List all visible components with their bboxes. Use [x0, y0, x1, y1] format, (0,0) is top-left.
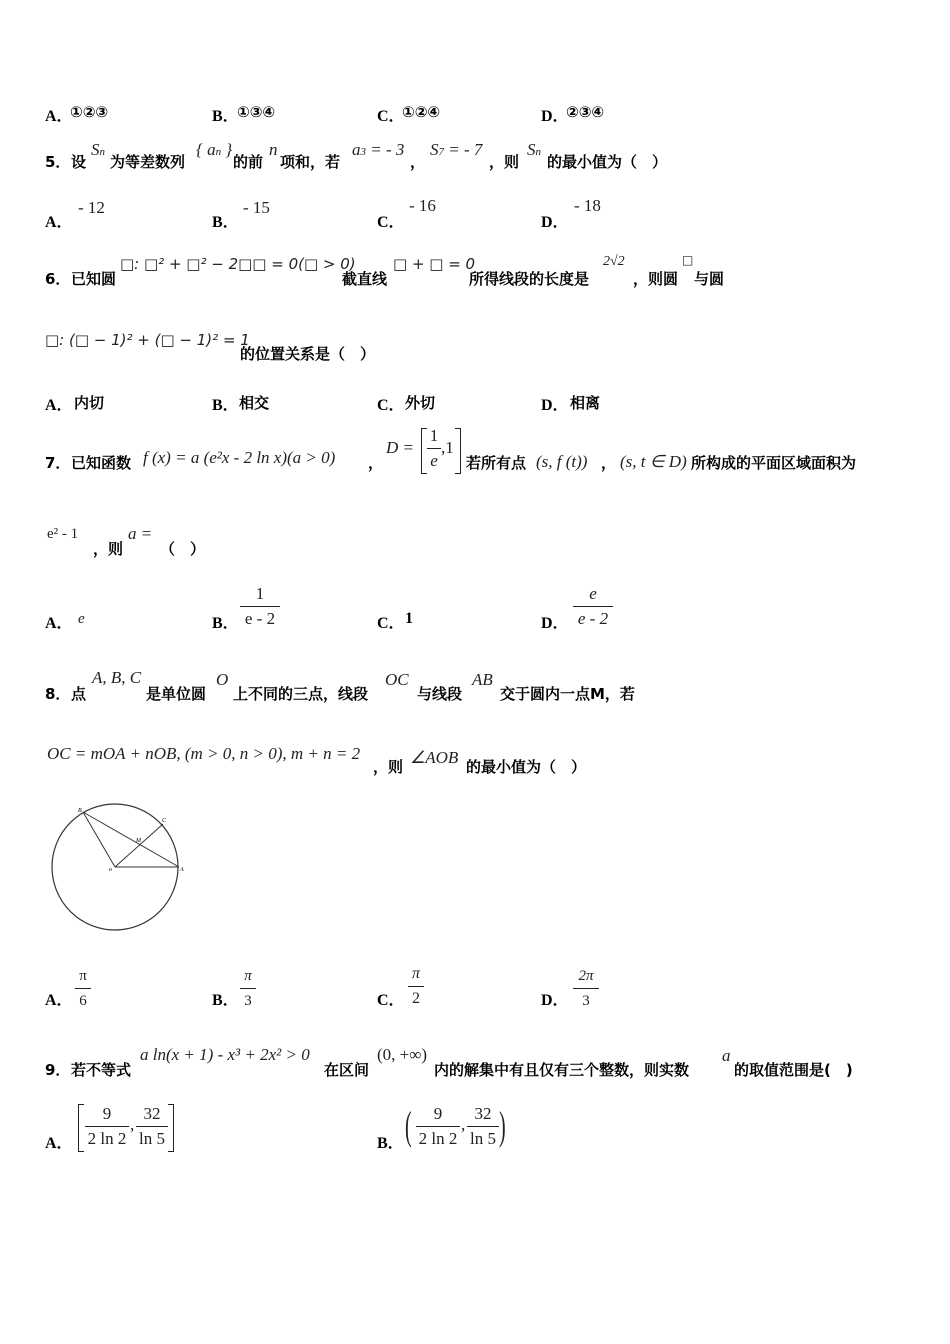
q7-text-6: ，则 [93, 540, 124, 558]
q8-ab: AB [472, 670, 493, 689]
q5-text-3: 的前 [233, 153, 264, 171]
q7-text-4: ， [601, 454, 617, 472]
q8-figure [45, 793, 220, 933]
q8-option-a-label: A． [45, 992, 73, 1009]
q8-o: O [216, 670, 229, 689]
q9-text-2: 在区间 [324, 1061, 370, 1079]
q6-text-3: 所得线段的长度是 [469, 270, 590, 288]
q4-option-c: ①②④ [402, 103, 441, 121]
q9-math-a: a [722, 1046, 731, 1065]
q9-option-a-bracket-right [168, 1104, 174, 1152]
q5-option-a-label: A． [45, 214, 73, 231]
q9-text-3: 内的解集中有且仅有三个整数，则实数 [434, 1061, 690, 1079]
q6-option-c-label: C． [377, 397, 405, 414]
q5-number: 5． [45, 153, 71, 171]
q8-option-b-label: B． [212, 992, 239, 1009]
q7-text-3: 若所有点 [466, 454, 527, 472]
q6-text-5: 与圆 [694, 270, 725, 288]
q9-text-1: 若不等式 [71, 1061, 132, 1079]
q6-circle-label: □ [682, 253, 694, 267]
q9-option-b-fraction-2: 32 ln 5 [467, 1103, 499, 1150]
q5-option-a: - 12 [78, 198, 105, 217]
q5-text-1: 设 [71, 153, 87, 171]
q9-inequality: a ln(x + 1) - x³ + 2x² > 0 [140, 1045, 310, 1064]
label-c: C [162, 818, 167, 824]
q7-function: f (x) = a (e²x - 2 ln x)(a > 0) [143, 448, 336, 467]
q5-option-b-label: B． [212, 214, 239, 231]
q7-text-5: 所构成的平面区域面积为 [691, 454, 857, 472]
q5-option-d-label: D． [541, 214, 569, 231]
q6-circle-n: □: (□ − 1)² + (□ − 1)² = 1 [45, 331, 250, 349]
q7-option-b-fraction: 1 e - 2 [240, 583, 280, 630]
q6-length: 2√2 [603, 254, 625, 269]
q8-text-3: 上不同的三点，线段 [233, 685, 369, 703]
q5-math-sn-2: Sn [527, 140, 541, 159]
q7-math-a: a = [128, 524, 153, 543]
q8-number: 8． [45, 685, 71, 703]
q8-equation: OC = mOA + nOB, (m > 0, n > 0), m + n = 2 [47, 744, 361, 763]
q8-text-7: 的最小值为（ ） [466, 758, 587, 776]
q9-option-b-paren-left: ( [405, 1103, 412, 1148]
q7-domain-rest: ,1 [441, 438, 454, 457]
q6-option-d: 相离 [570, 394, 601, 412]
q7-domain-fraction: 1 e [427, 425, 441, 472]
q4-option-b: ①③④ [237, 103, 276, 121]
q5-option-c-label: C． [377, 214, 405, 231]
q8-points: A, B, C [92, 668, 142, 687]
q4-option-d-label: D． [541, 108, 569, 125]
q6-text-1: 已知圆 [71, 270, 117, 288]
q7-option-b-label: B． [212, 615, 239, 632]
q4-option-c-label: C． [377, 108, 405, 125]
q8-text-2: 是单位圆 [146, 685, 207, 703]
q8-option-a-fraction: π 6 [75, 965, 91, 1012]
q7-option-c-label: C． [377, 615, 405, 632]
q9-option-a-fraction-1: 9 2 ln 2 [85, 1103, 129, 1150]
q7-option-a-label: A． [45, 615, 73, 632]
q9-number: 9． [45, 1061, 71, 1079]
q4-option-b-label: B． [212, 108, 239, 125]
q5-option-c: - 16 [409, 196, 436, 215]
q6-text-6: 的位置关系是（ ） [240, 345, 376, 363]
q6-text-4: ，则圆 [633, 270, 679, 288]
q6-text-2: 截直线 [342, 270, 388, 288]
q6-number: 6． [45, 270, 71, 288]
q6-option-d-label: D． [541, 397, 569, 414]
q5-option-b: - 15 [243, 198, 270, 217]
q8-option-c-fraction: π 2 [408, 963, 424, 1010]
label-m: M [136, 838, 141, 844]
q7-text-7: （ ） [160, 540, 206, 558]
q5-option-d: - 18 [574, 196, 601, 215]
q9-text-4: 的取值范围是( ) [734, 1061, 853, 1079]
q4-option-d: ②③④ [566, 103, 605, 121]
label-a: A [180, 867, 184, 873]
q5-math-sn: Sn [91, 140, 105, 159]
q8-text-6: ，则 [373, 758, 404, 776]
q8-angle: ∠AOB [410, 748, 459, 767]
q8-text-5: 交于圆内一点M，若 [500, 685, 635, 703]
q5-text-6: ，则 [489, 153, 520, 171]
q7-point: (s, f (t)) [536, 452, 588, 471]
q6-circle-m: □: □² + □² − 2□□ = 0(□ > 0) [120, 255, 356, 273]
q7-text-2: ， [368, 454, 384, 472]
q7-option-c: 1 [405, 610, 413, 627]
q6-option-a: 内切 [74, 394, 105, 412]
q5-text-7: 的最小值为（ ） [547, 153, 668, 171]
q6-line-eq: □ + □ = 0 [393, 255, 476, 273]
q8-oc: OC [385, 670, 409, 689]
q8-option-d-fraction: 2π 3 [573, 965, 599, 1012]
q8-text-4: 与线段 [417, 685, 463, 703]
q5-text-4: 项和，若 [280, 153, 341, 171]
q5-math-a3: a3 = - 3 [352, 140, 405, 159]
q7-domain-lhs: D = [386, 438, 414, 457]
q6-option-c: 外切 [405, 394, 436, 412]
q7-option-a: e [78, 611, 85, 627]
q6-option-a-label: A． [45, 397, 73, 414]
q4-option-a: ①②③ [70, 103, 109, 121]
label-o: o [109, 867, 112, 873]
q6-option-b-label: B． [212, 397, 239, 414]
q9-option-b-fraction-1: 9 2 ln 2 [416, 1103, 460, 1150]
q7-option-d-fraction: e e - 2 [573, 583, 613, 630]
segment-ob [83, 812, 115, 867]
q9-option-a-bracket-left [78, 1104, 84, 1152]
q7-text-1: 已知函数 [71, 454, 132, 472]
q7-area: e² - 1 [47, 526, 79, 542]
q5-text-2: 为等差数列 [110, 153, 186, 171]
q8-option-b-fraction: π 3 [240, 965, 256, 1012]
q9-option-b-paren-right: ) [499, 1103, 506, 1148]
q8-option-d-label: D． [541, 992, 569, 1009]
q7-option-d-label: D． [541, 615, 569, 632]
q9-option-a-label: A． [45, 1135, 73, 1152]
q5-text-5: ， [410, 153, 426, 171]
q5-math-s7: S7 = - 7 [430, 140, 483, 159]
q8-option-c-label: C． [377, 992, 405, 1009]
q5-math-n: n [269, 140, 278, 159]
q6-option-b: 相交 [239, 394, 270, 412]
q7-condition: (s, t ∈ D) [620, 452, 687, 471]
q7-number: 7． [45, 454, 71, 472]
q9-option-b-label: B． [377, 1135, 404, 1152]
q8-text-1: 点 [71, 685, 87, 703]
label-b: B [78, 808, 82, 814]
q4-option-a-label: A． [45, 108, 73, 125]
q9-interval: (0, +∞) [377, 1045, 428, 1064]
q7-domain-bracket-right [455, 428, 461, 474]
q9-option-a-fraction-2: 32 ln 5 [136, 1103, 168, 1150]
q5-math-an: { an } [196, 140, 233, 159]
segment-oc [115, 824, 163, 867]
